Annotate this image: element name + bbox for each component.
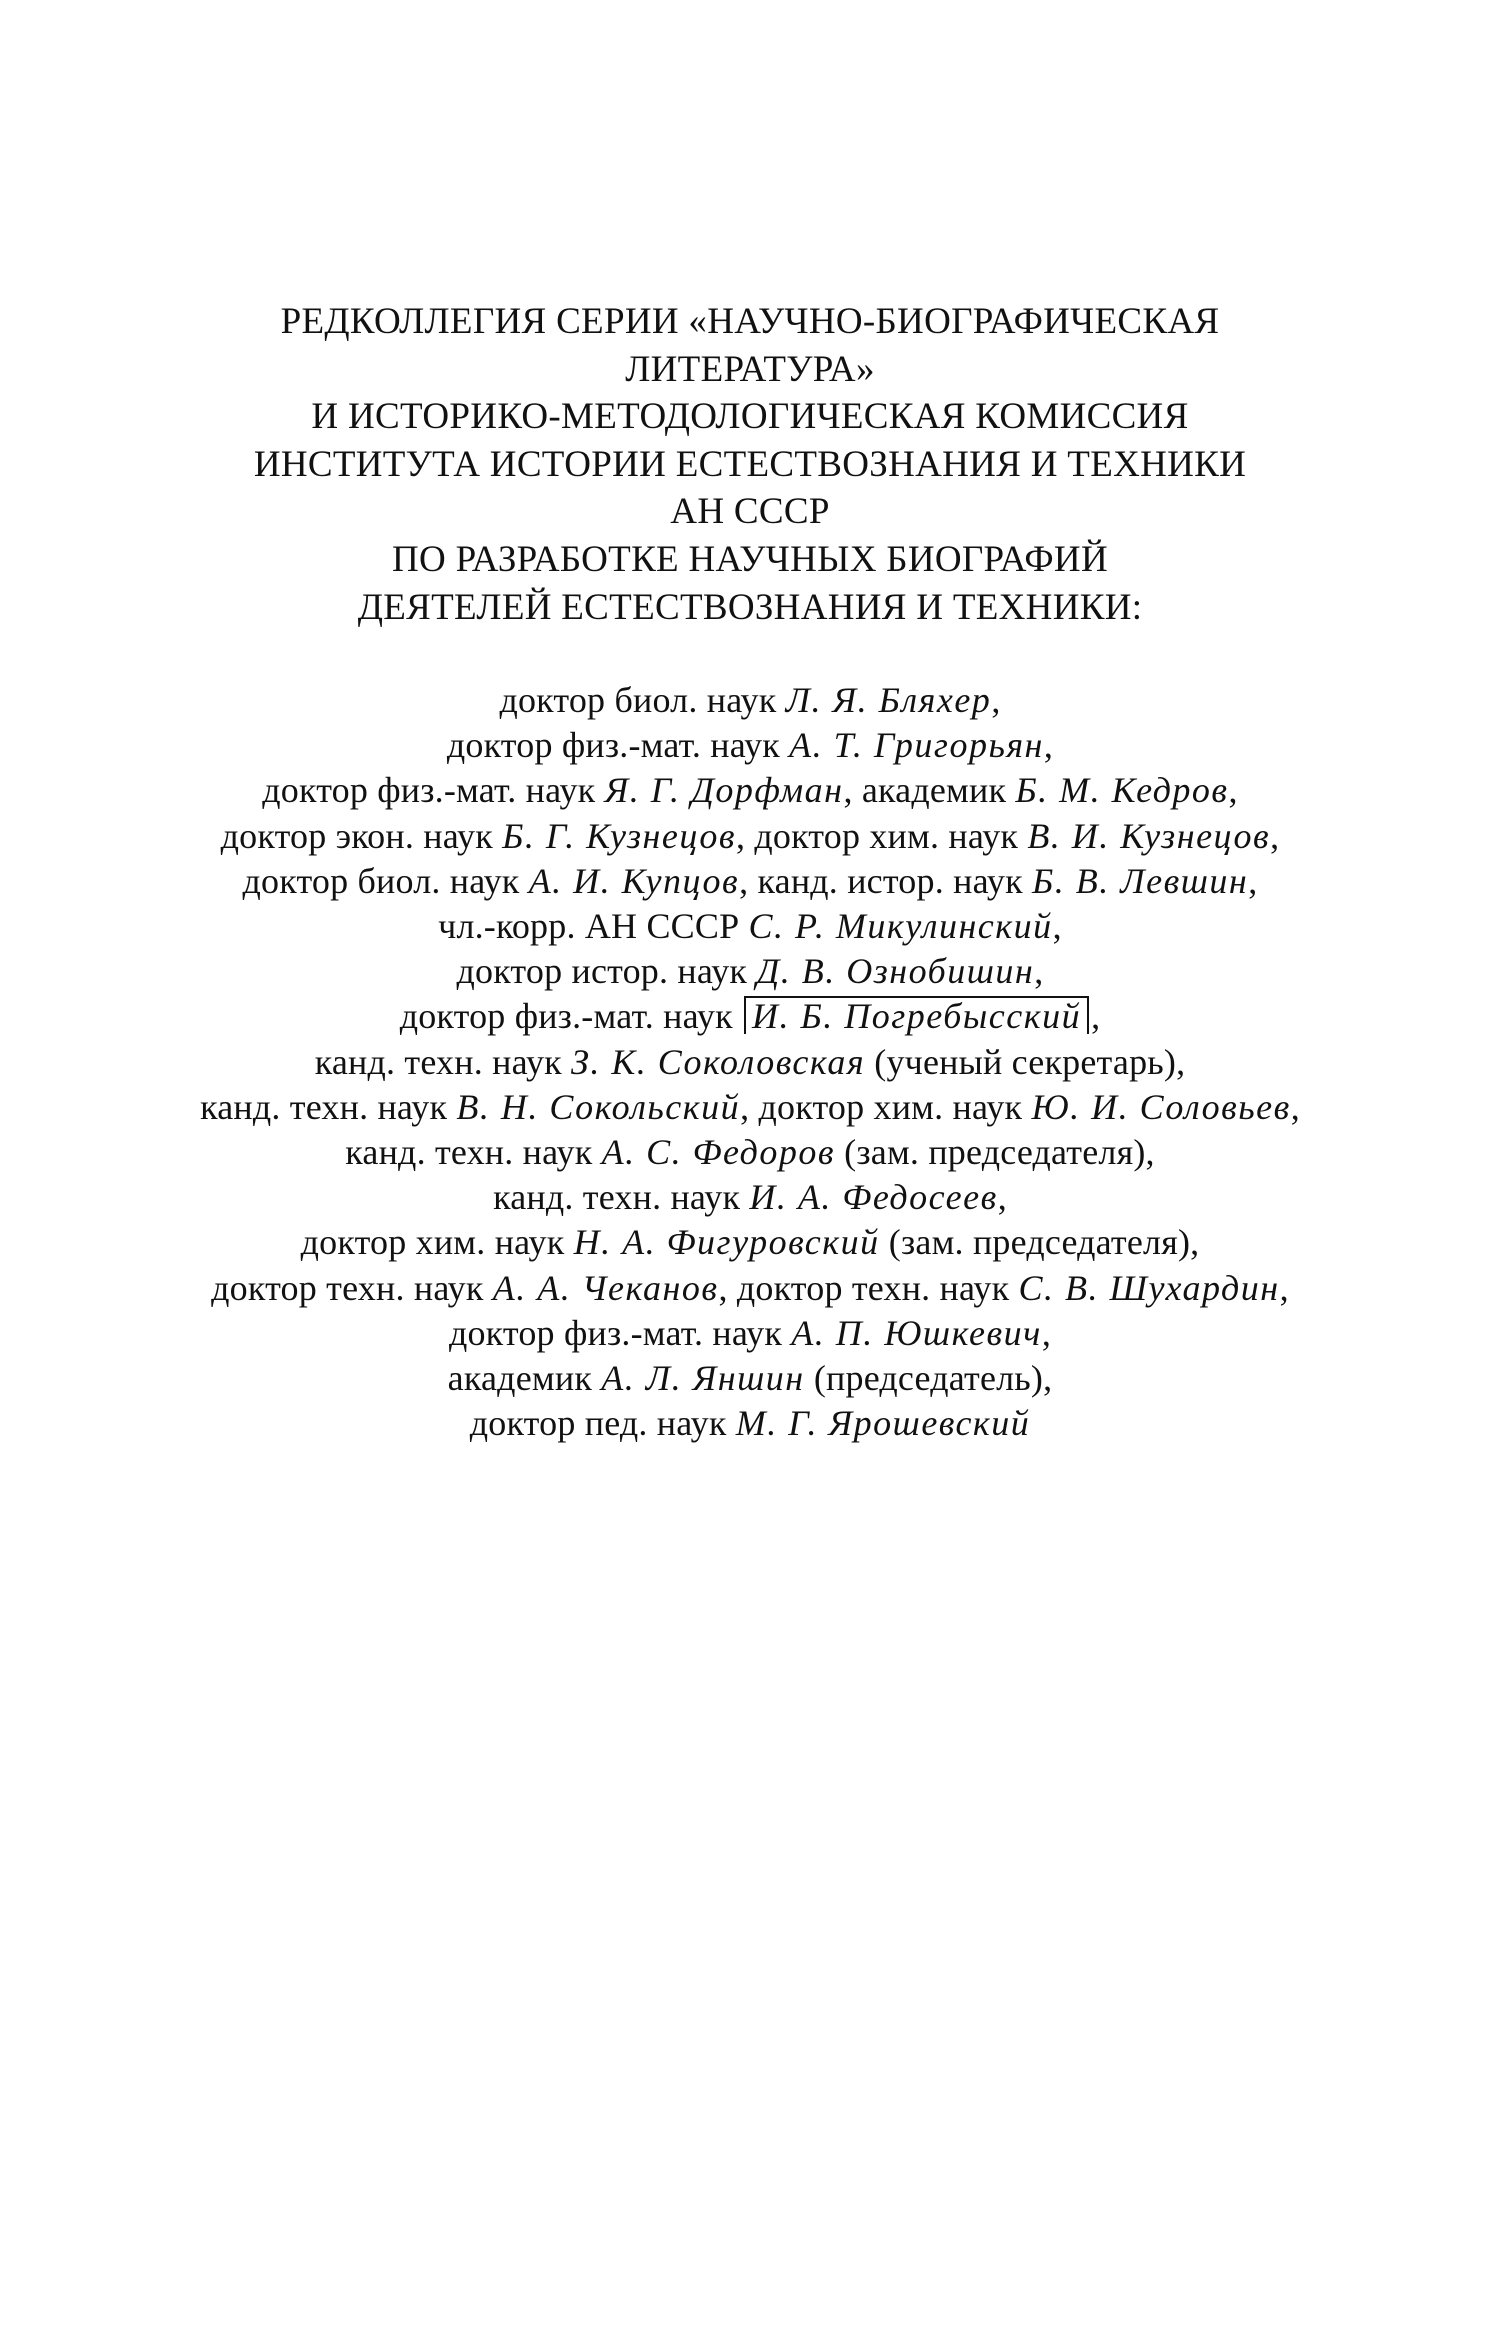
member-title: доктор биол. наук [242, 860, 529, 901]
member-line [150, 723, 1350, 768]
member-name: Я. Г. Дорфман [604, 770, 844, 811]
member-line [150, 1356, 1350, 1401]
member-title: доктор физ.-мат. наук [446, 725, 790, 766]
member-name: В. И. Кузнецов [1027, 815, 1271, 856]
member-punct: , [1041, 1312, 1052, 1353]
member-title: , доктор хим. наук [735, 815, 1028, 856]
member-title: канд. техн. наук [314, 1041, 572, 1082]
member-title: доктор экон. наук [220, 815, 503, 856]
member-line [150, 1085, 1350, 1130]
member-punct: , [1043, 725, 1054, 766]
member-punct: , [1052, 906, 1062, 947]
member-title: , доктор хим. наук [740, 1086, 1032, 1127]
member-name: М. Г. Ярошевский [735, 1403, 1031, 1444]
member-name: А. С. Федоров [601, 1132, 835, 1173]
members-list [150, 678, 1350, 1446]
member-line [150, 1311, 1350, 1356]
member-line [150, 859, 1350, 904]
member-title: доктор хим. наук [300, 1222, 574, 1263]
member-name: А. Т. Григорьян [789, 725, 1044, 766]
member-line [150, 1401, 1350, 1446]
member-line [150, 1266, 1350, 1311]
heading-line: И ИСТОРИКО-МЕТОДОЛОГИЧЕСКАЯ КОМИССИЯ [311, 396, 1189, 438]
heading-line: ПО РАЗРАБОТКЕ НАУЧНЫХ БИОГРАФИЙ [392, 538, 1108, 580]
member-name: Л. Я. Бляхер [785, 680, 992, 720]
member-name: Б. М. Кедров [1015, 770, 1229, 811]
member-punct: , [1248, 860, 1258, 901]
member-line [150, 994, 1350, 1039]
member-role: (ученый секретарь), [865, 1041, 1186, 1082]
member-name: Б. В. Левшин [1032, 860, 1249, 901]
member-name: А. П. Юшкевич [791, 1312, 1042, 1353]
member-punct: , [991, 680, 1001, 720]
member-punct: , [1091, 996, 1101, 1037]
member-name: Д. В. Ознобишин [756, 951, 1035, 992]
member-role: (председатель), [804, 1358, 1053, 1399]
editorial-board-heading [160, 298, 1340, 631]
heading-line: ИНСТИТУТА ИСТОРИИ ЕСТЕСТВОЗНАНИЯ И ТЕХНИКИ [253, 443, 1247, 485]
member-name: Н. А. Фигуровский [573, 1222, 880, 1263]
member-name: С. В. Шухардин [1018, 1267, 1280, 1308]
member-name: И. А. Федосеев [749, 1177, 998, 1218]
member-line [150, 1175, 1350, 1220]
member-name: С. Р. Микулинский [748, 906, 1053, 947]
member-punct: , [1228, 770, 1238, 811]
member-name: З. К. Соколовская [571, 1041, 866, 1082]
member-name: Б. Г. Кузнецов [502, 815, 736, 856]
member-title: доктор биол. наук [499, 680, 786, 720]
heading-line: РЕДКОЛЛЕГИЯ СЕРИИ «НАУЧНО-БИОГРАФИЧЕСКАЯ [280, 301, 1220, 342]
member-name: А. И. Купцов [528, 860, 740, 901]
member-title: академик [447, 1358, 602, 1399]
member-punct: , [1270, 815, 1280, 856]
member-line [150, 904, 1350, 949]
member-title: доктор физ.-мат. наук [448, 1312, 792, 1353]
member-title: доктор истор. наук [456, 951, 757, 992]
member-title: канд. техн. наук [493, 1177, 750, 1218]
member-line [150, 768, 1350, 813]
member-title: доктор техн. наук [211, 1267, 493, 1308]
member-title: , академик [843, 770, 1016, 811]
member-punct: , [1034, 951, 1044, 992]
member-role: (зам. председателя), [834, 1132, 1155, 1173]
heading-line: ЛИТЕРАТУРА» [625, 348, 875, 390]
member-title: канд. техн. наук [200, 1086, 457, 1127]
member-line [150, 814, 1350, 859]
member-role: (зам. председателя), [879, 1222, 1200, 1263]
member-line [150, 1220, 1350, 1265]
member-line [150, 1040, 1350, 1085]
deceased-member-name-box: И. Б. Погребысский [744, 996, 1089, 1034]
member-line [150, 678, 1350, 723]
member-punct: , [1279, 1267, 1289, 1308]
member-punct: , [997, 1177, 1007, 1218]
member-line [150, 949, 1350, 994]
member-title: чл.-корр. АН СССР [438, 906, 749, 947]
member-name: А. Л. Яншин [601, 1358, 805, 1399]
member-name: Ю. И. Соловьев [1031, 1086, 1291, 1127]
member-title: доктор физ.-мат. наук [399, 996, 743, 1037]
member-name: В. Н. Сокольский [456, 1086, 741, 1127]
member-title: доктор пед. наук [469, 1403, 736, 1444]
heading-line: ДЕЯТЕЛЕЙ ЕСТЕСТВОЗНАНИЯ И ТЕХНИКИ: [357, 586, 1143, 628]
member-title: канд. техн. наук [345, 1132, 602, 1173]
heading-line: АН СССР [670, 491, 830, 533]
member-title: доктор физ.-мат. наук [262, 770, 605, 811]
member-title: , доктор техн. наук [718, 1267, 1019, 1308]
member-name: А. А. Чеканов [492, 1267, 719, 1308]
member-line [150, 1130, 1350, 1175]
member-punct: , [1290, 1086, 1300, 1127]
member-title: , канд. истор. наук [739, 860, 1033, 901]
